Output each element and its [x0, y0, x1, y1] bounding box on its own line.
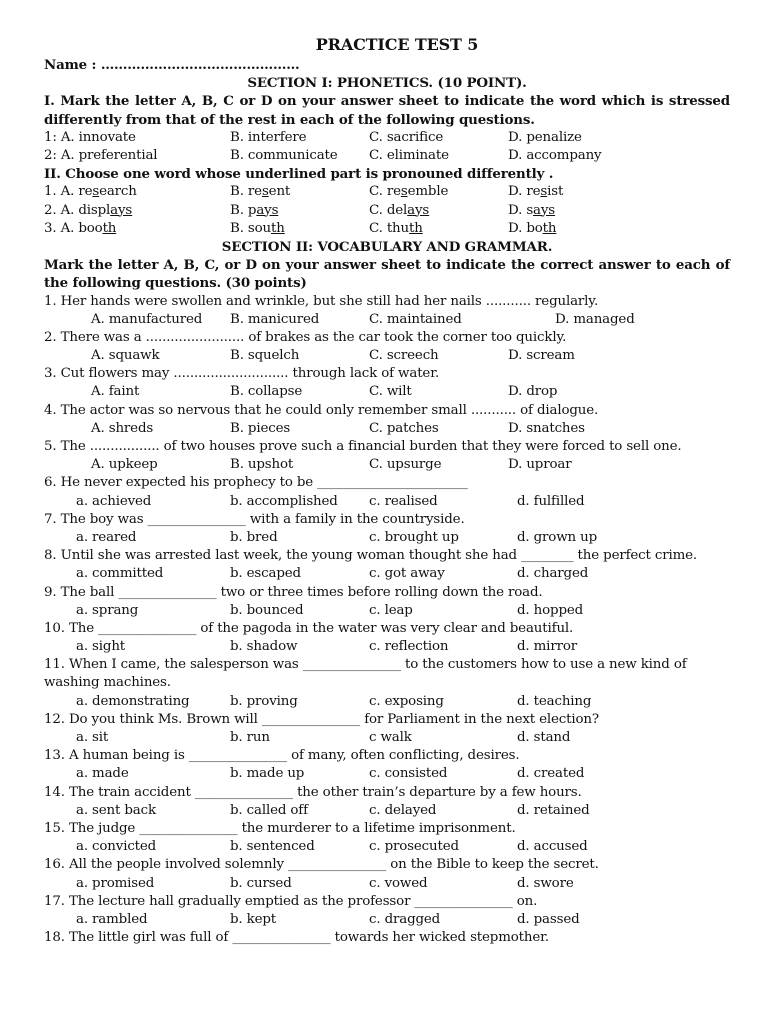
- option-b: B. squelch: [230, 348, 300, 364]
- pronunciation-item-row: [44, 220, 730, 238]
- option-c: C. upsurge: [369, 457, 442, 473]
- option-c: c. got away: [369, 566, 445, 582]
- option-b: B. resent: [230, 184, 291, 200]
- option-c: C. sacrifice: [369, 129, 444, 145]
- option-a: A. shreds: [91, 420, 154, 436]
- answer-options-row: [44, 420, 730, 438]
- question-text: 1. Her hands were swollen and wrinkle, but she still had her nails ........... regularly.: [44, 293, 599, 309]
- option-b: b. bounced: [230, 602, 304, 618]
- option-b: B. upshot: [230, 457, 294, 473]
- question-text: 2. There was a ........................ of brakes as the car took the corner too quickly.: [44, 329, 567, 345]
- option-b: b. made up: [230, 766, 305, 782]
- option-b: B. pieces: [230, 420, 291, 436]
- option-b: b. run: [230, 730, 270, 745]
- option-c: C. thuth: [369, 220, 423, 236]
- option-d: D. uproar: [508, 457, 572, 473]
- option-d: d. stand: [517, 730, 571, 745]
- question-text-continued: washing machines.: [44, 675, 171, 691]
- option-d: d. mirror: [517, 639, 577, 655]
- option-c: c. exposing: [369, 693, 444, 709]
- underlined-part: th: [409, 220, 423, 236]
- question-text: 17. The lecture hall gradually emptied as the professor _______________ on.: [44, 893, 538, 909]
- question-text: 3. Cut flowers may ............................ through lack of water.: [44, 366, 440, 382]
- option-a: 2: A. preferential: [44, 147, 158, 163]
- option-a: a. achieved: [76, 493, 152, 509]
- question-text: 16. All the people involved solemnly _______________ on the Bible to keep the secret.: [44, 857, 599, 873]
- option-b: b. cursed: [230, 875, 292, 891]
- option-d: d. passed: [517, 911, 580, 927]
- section1-heading: SECTION I: PHONETICS. (10 POINT).: [247, 75, 527, 92]
- option-c: c. delayed: [369, 802, 437, 818]
- page-title: PRACTICE TEST 5: [315, 35, 479, 54]
- answer-options-row: [44, 802, 730, 820]
- option-b: b. proving: [230, 693, 298, 709]
- option-a: A. manufactured: [91, 311, 203, 327]
- underlined-part: ays: [256, 202, 279, 218]
- option-d: D. both: [508, 220, 557, 236]
- option-c: c. realised: [369, 493, 438, 509]
- underlined-part: s: [400, 184, 408, 200]
- underlined-part: th: [542, 220, 557, 236]
- option-a: a. convicted: [76, 839, 157, 855]
- option-d: D. drop: [508, 384, 558, 400]
- option-c: C. resemble: [369, 184, 449, 200]
- option-c: C. screech: [369, 348, 439, 364]
- name-line: Name : ………………………………………: [44, 57, 300, 73]
- vocabulary-questions-upper: [44, 293, 730, 475]
- option-d: D. scream: [508, 348, 575, 364]
- section1-part1-instruction: I. Mark the letter A, B, C or D on your answer sheet to indicate the word which is stressed differently from that of the rest in each of the following questions.: [44, 93, 730, 128]
- question-text: 12. Do you think Ms. Brown will _______________ for Parliament in the next election?: [44, 711, 599, 727]
- option-d: d. created: [517, 766, 585, 782]
- stress-item-row: [44, 129, 730, 147]
- option-c: c. dragged: [369, 911, 441, 927]
- answer-options-row: [44, 875, 730, 893]
- underlined-part: ays: [533, 202, 556, 218]
- option-a: 3. A. booth: [44, 220, 117, 236]
- option-c: c. consisted: [369, 766, 448, 782]
- option-d: d. teaching: [517, 693, 592, 709]
- option-c: c. leap: [369, 602, 413, 618]
- option-a: a. demonstrating: [76, 693, 190, 709]
- option-a: a. committed: [76, 566, 164, 582]
- underlined-part: s: [92, 184, 100, 200]
- option-b: b. escaped: [230, 566, 301, 582]
- option-a: a. sit: [76, 730, 109, 745]
- vocabulary-questions-lower: [44, 474, 730, 947]
- stress-item-row: [44, 147, 730, 165]
- answer-options-row: [44, 383, 730, 401]
- option-d: D. accompany: [508, 147, 602, 163]
- option-d: d. charged: [517, 566, 589, 582]
- option-b: b. sentenced: [230, 839, 315, 855]
- option-b: b. kept: [230, 911, 277, 927]
- answer-options-row: [44, 911, 730, 929]
- question-text: 8. Until she was arrested last week, the young woman thought she had ________ the perfect crime.: [44, 548, 698, 564]
- option-c: C. patches: [369, 420, 439, 436]
- question-text: 14. The train accident _______________ the other train’s departure by a few hours.: [44, 784, 582, 800]
- option-b: b. accomplished: [230, 493, 338, 509]
- question-text: 15. The judge _______________ the murderer to a lifetime imprisonment.: [44, 820, 516, 836]
- section1-part2-instruction: II. Choose one word whose underlined part is pronouned differently .: [44, 166, 554, 183]
- option-d: d. swore: [517, 875, 574, 891]
- option-d: d. retained: [517, 802, 590, 818]
- option-a: A. faint: [91, 384, 140, 400]
- option-c: c. prosecuted: [369, 839, 459, 855]
- option-b: b. called off: [230, 802, 308, 818]
- answer-options-row: [44, 638, 730, 656]
- option-d: d. accused: [517, 839, 588, 855]
- option-b: B. pays: [230, 202, 279, 218]
- question-text: 7. The boy was _______________ with a family in the countryside.: [44, 511, 465, 527]
- answer-options-row: [44, 529, 730, 547]
- option-c: C. maintained: [369, 311, 462, 327]
- option-c: C. eliminate: [369, 147, 449, 163]
- option-d: d. hopped: [517, 602, 584, 618]
- option-c: c. reflection: [369, 639, 449, 655]
- option-b: B. communicate: [230, 147, 338, 163]
- option-a: a. reared: [76, 529, 137, 545]
- option-c: c. brought up: [369, 529, 459, 545]
- question-text: 6. He never expected his prophecy to be _______________________: [44, 475, 468, 491]
- option-b: B. collapse: [230, 384, 303, 400]
- option-a: 1. A. research: [44, 184, 137, 200]
- question-text: 4. The actor was so nervous that he could only remember small ........... of dialogue.: [44, 402, 599, 418]
- underlined-part: th: [271, 220, 285, 236]
- question-text: 13. A human being is _______________ of many, often conflicting, desires.: [44, 748, 520, 764]
- answer-options-row: [44, 729, 730, 747]
- answer-options-row: [44, 311, 730, 329]
- option-a: A. upkeep: [91, 457, 158, 473]
- option-a: A. squawk: [91, 348, 160, 364]
- phonetics-stress-items: [44, 129, 730, 165]
- option-d: D. snatches: [508, 420, 585, 436]
- underlined-part: s: [540, 184, 548, 200]
- question-text: 10. The _______________ of the pagoda in the water was very clear and beautiful.: [44, 620, 574, 636]
- underlined-part: s: [261, 184, 269, 200]
- underlined-part: ays: [407, 202, 430, 218]
- option-c: C. delays: [369, 202, 430, 218]
- answer-options-row: [44, 838, 730, 856]
- option-a: a. promised: [76, 875, 155, 891]
- question-text: 9. The ball _______________ two or three times before rolling down the road.: [44, 584, 543, 600]
- option-c: C. wilt: [369, 384, 412, 400]
- answer-options-row: [44, 347, 730, 365]
- pronunciation-item-row: [44, 183, 730, 201]
- answer-options-row: [44, 456, 730, 474]
- question-text: 5. The ................. of two houses prove such a financial burden that they were forced to sell one.: [44, 439, 682, 454]
- option-a: 2. A. displays: [44, 202, 133, 218]
- option-b: B. manicured: [230, 311, 320, 327]
- option-a: a. made: [76, 766, 129, 782]
- section2-heading: SECTION II: VOCABULARY AND GRAMMAR.: [221, 238, 553, 255]
- phonetics-pronunciation-items: [44, 183, 730, 238]
- option-d: D. managed: [555, 311, 635, 327]
- option-d: d. grown up: [517, 529, 598, 545]
- question-text: 11. When I came, the salesperson was _______________ to the customers how to use a new kind of: [44, 657, 687, 673]
- option-a: a. rambled: [76, 911, 148, 927]
- option-c: c walk: [369, 730, 412, 745]
- option-b: b. bred: [230, 529, 278, 545]
- option-d: D. penalize: [508, 129, 582, 145]
- answer-options-row: [44, 602, 730, 620]
- option-c: c. vowed: [369, 875, 428, 891]
- section2-instruction: Mark the letter A, B, C, or D on your answer sheet to indicate the correct answer to each of the following questions. (30 points): [44, 257, 730, 292]
- option-d: D. says: [508, 202, 556, 218]
- answer-options-row: [44, 565, 730, 583]
- answer-options-row: [44, 493, 730, 511]
- underlined-part: th: [102, 220, 117, 236]
- question-text: 18. The little girl was full of _______________ towards her wicked stepmother.: [44, 930, 550, 946]
- option-a: 1: A. innovate: [44, 129, 136, 145]
- option-b: B. south: [230, 220, 285, 236]
- underlined-part: ays: [110, 202, 133, 218]
- answer-options-row: [44, 693, 730, 711]
- pronunciation-item-row: [44, 202, 730, 220]
- option-d: D. resist: [508, 184, 564, 200]
- option-b: b. shadow: [230, 639, 298, 655]
- answer-options-row: [44, 765, 730, 783]
- option-a: a. sight: [76, 639, 126, 655]
- option-a: a. sent back: [76, 802, 156, 818]
- option-a: a. sprang: [76, 602, 139, 618]
- option-d: d. fulfilled: [517, 493, 585, 509]
- option-b: B. interfere: [230, 129, 307, 145]
